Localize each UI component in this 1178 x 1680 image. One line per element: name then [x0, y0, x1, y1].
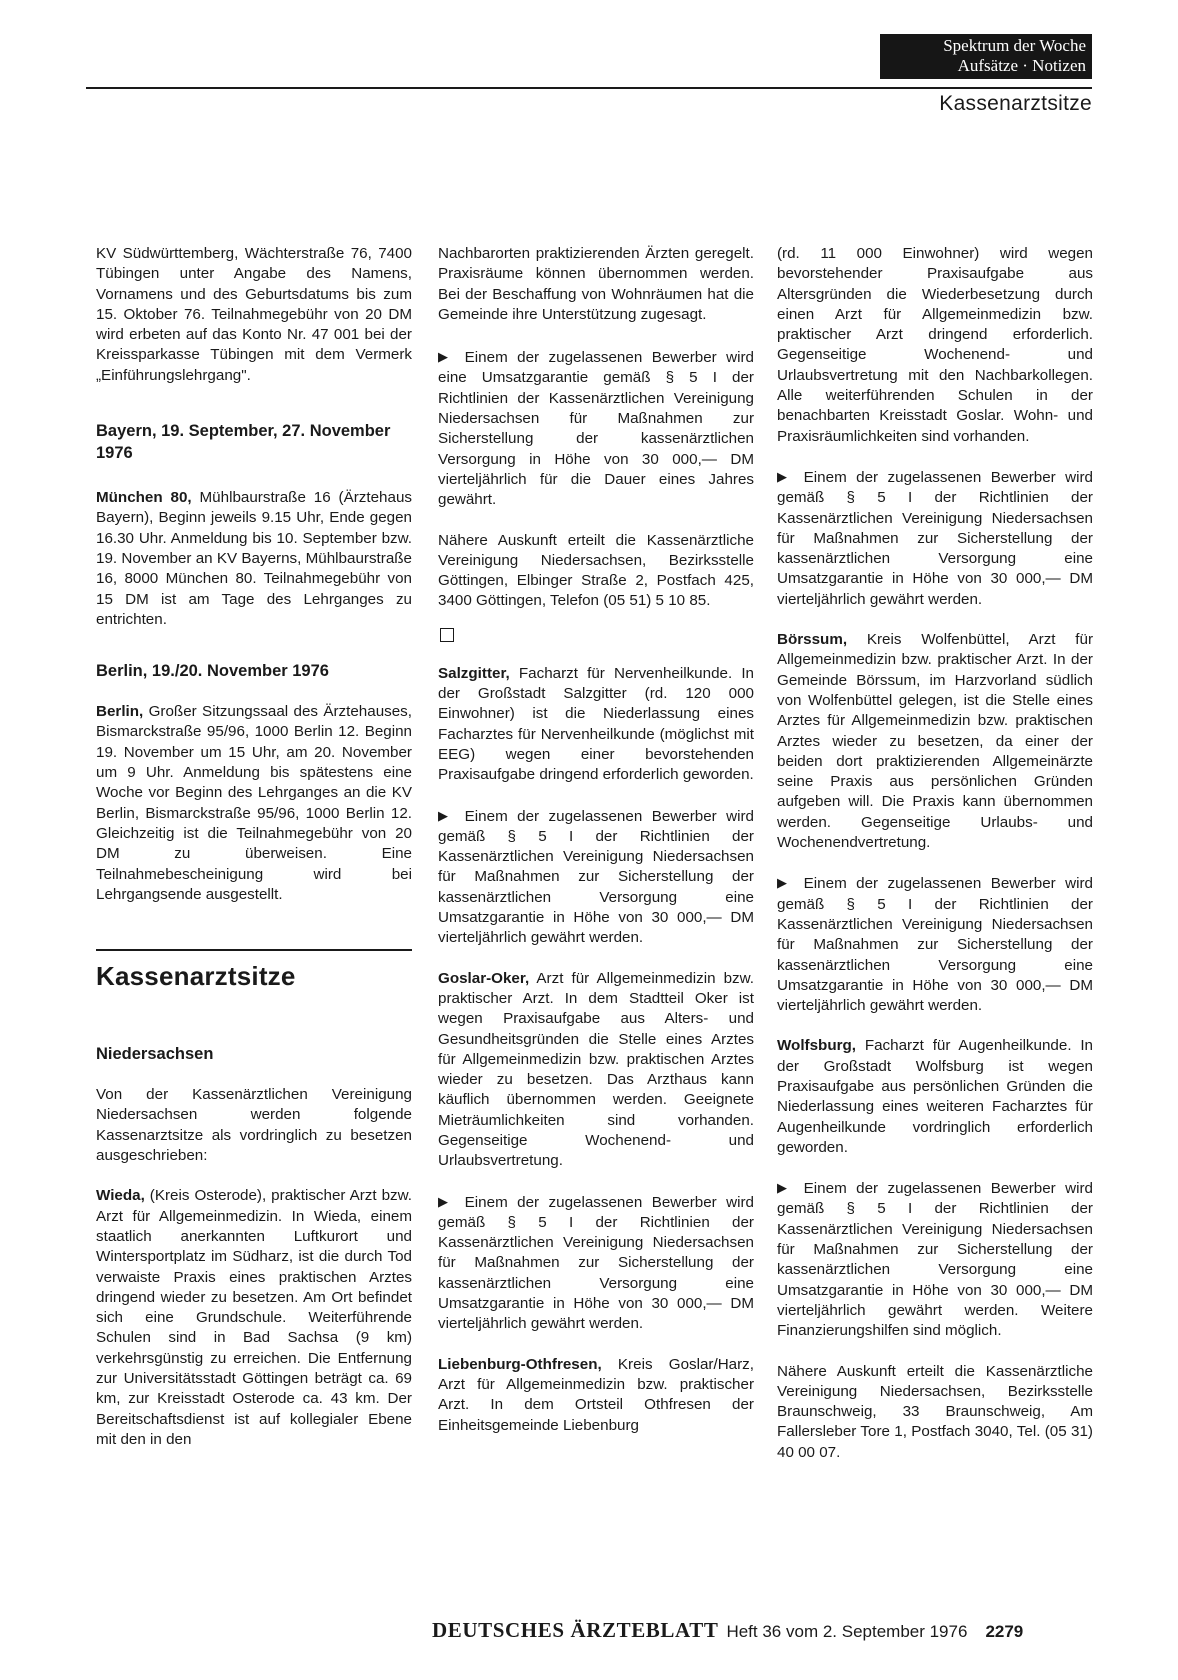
guarantee-paragraph — [438, 806, 754, 949]
entry-text: Facharzt für Augenheilkunde. In der Großstadt Wolfsburg ist wegen Praxisaufgabe aus persönlichen Gründen die Niederlassung eines weiteren Facharztes für Augenheilkunde vordringlich erforderlich geworden. — [777, 1037, 1093, 1156]
entry-text: Einem der zugelassenen Bewerber wird gemäß § 5 I der Richtlinien der Kassenärztlichen Vereinigung Niedersachsen für Maßnahmen zur Sicherstellung der kassenärztlichen Versorgung eine Umsatzgarantie in Höhe von 30 000,— DM vierteljährlich gewährt werden. Weitere Finanzierungshilfen sind möglich. — [777, 1180, 1093, 1340]
contact-paragraph: Nähere Auskunft erteilt die Kassenärztliche Vereinigung Niedersachsen, Bezirksstelle Göttingen, Elbinger Straße 2, Postfach 425, 3400 Göttingen, Telefon (05 51) 5 10 85. — [438, 531, 754, 610]
paragraph: (rd. 11 000 Einwohner) wird wegen bevorstehender Praxisaufgabe aus Altersgründen die Wiederbesetzung durch einen Arzt für Allgemeinmedizin bzw. praktischer Arzt dringend erforderlich. Gegenseitige Wochenend- und Urlaubsvertretung mit den Nachbarkollegen. Alle weiterführenden Schulen in der benachbarten Kreisstadt Goslar. Wohn- und Praxisräumlichkeiten sind vorhanden. — [777, 245, 1093, 445]
paragraph-wolfsburg — [777, 1036, 1093, 1158]
place-name: München 80, — [96, 489, 192, 507]
issue-info: Heft 36 vom 2. September 1976 — [726, 1622, 968, 1641]
entry-text: Einem der zugelassenen Bewerber wird gemäß § 5 I der Richtlinien der Kassenärztlichen Vereinigung Niedersachsen für Maßnahmen zur Sicherstellung der kassenärztlichen Versorgung eine Umsatzgarantie in Höhe von 30 000,— DM vierteljährlich gewährt werden. — [438, 1193, 754, 1333]
section-title: Kassenarztsitze — [96, 961, 296, 992]
entry-text: (Kreis Osterode), praktischer Arzt bzw. Arzt für Allgemeinmedizin. In Wieda, einem staatlich anerkannten Luftkurort und Wintersportplatz im Südharz, ist die durch Tod verwaiste Praxis eines praktischen Arztes dringend wieder zu besetzen. Am Ort befindet sich eine Grundschule. Weiterführende Schulen sind in Bad Sachsa (9 km) verkehrsgünstig zu erreichen. Die Entfernung zur Universitätsstadt Göttingen beträgt ca. 69 km, zur Kreisstadt Osterode ca. 43 km. Der Bereitschaftsdienst ist auf kollegialer Ebene mit den in den — [96, 1187, 412, 1448]
guarantee-paragraph — [777, 1178, 1093, 1341]
entry-text: Mühlbaurstraße 16 (Ärztehaus Bayern), Beginn jeweils 9.15 Uhr, Ende gegen 16.30 Uhr. Anmeldung bis 10. September bzw. 19. November an KV Bayerns, Mühlbaurstraße 16, 8000 München 80. Teilnahmegebühr von 15 DM ist am Tage des Lehrganges zu entrichten. — [96, 489, 412, 628]
guarantee-paragraph — [438, 347, 754, 510]
place-name: Berlin, — [96, 703, 144, 721]
column-3 — [777, 244, 1093, 1463]
paragraph-liebenburg — [438, 1355, 754, 1436]
place-name: Börssum, — [777, 631, 848, 649]
paragraph-wieda — [96, 1186, 412, 1450]
paragraph-berlin — [96, 702, 412, 905]
paragraph-muenchen — [96, 488, 412, 630]
badge-line-2: Aufsätze · Notizen — [957, 56, 1086, 75]
paragraph-salzgitter — [438, 664, 754, 786]
bayern-heading: Bayern, 19. September, 27. November 1976 — [96, 422, 391, 463]
contact-paragraph: Nähere Auskunft erteilt die Kassenärztliche Vereinigung Niedersachsen, Bezirksstelle Braunschweig, 33 Braunschweig, Am Fallersleber Tore 1, Postfach 3040, Tel. (05 31) 40 00 07. — [777, 1362, 1093, 1461]
column-1 — [96, 244, 412, 1450]
header-rule — [86, 87, 1092, 89]
end-square-icon — [440, 628, 454, 642]
place-name: Salzgitter, — [438, 664, 510, 682]
bullet-triangle-icon: ▶ — [438, 1193, 454, 1209]
badge-line-1: Spektrum der Woche — [943, 36, 1086, 55]
paragraph: Nachbarorten praktizierenden Ärzten geregelt. Praxisräume können übernommen werden. Bei der Beschaffung von Wohnräumen hat die Gemeinde ihre Unterstützung zugesagt. — [438, 245, 754, 323]
entry-text: Einem der zugelassenen Bewerber wird eine Umsatzgarantie gemäß § 5 I der Richtlinien der Kassenärztlichen Vereinigung Niedersachsen für Maßnahmen zur Sicherstellung der kassenärztlichen Versorgung in Höhe von 30 000,— DM vierteljährlich für die Dauer eines Jahres gewährt. — [438, 349, 754, 509]
section-badge — [880, 34, 1092, 79]
paragraph-boerssum — [777, 630, 1093, 853]
entry-text: Einem der zugelassenen Bewerber wird gemäß § 5 I der Richtlinien der Kassenärztlichen Vereinigung Niedersachsen für Maßnahmen zur Sicherstellung der kassenärztlichen Versorgung eine Umsatzgarantie in Höhe von 30 000,— DM vierteljährlich gewährt werden. — [777, 468, 1093, 608]
entry-text: Einem der zugelassenen Bewerber wird gemäß § 5 I der Richtlinien der Kassenärztlichen Vereinigung Niedersachsen für Maßnahmen zur Sicherstellung der kassenärztlichen Versorgung eine Umsatzgarantie in Höhe von 30 000,— DM vierteljährlich gewährt werden. — [438, 807, 754, 947]
entry-text: Kreis Wolfenbüttel, Arzt für Allgemeinmedizin bzw. praktischer Arzt. In der Gemeinde Börssum, im Harzvorland südlich von Wolfenbüttel gelegen, ist die Stelle eines Arztes für Allgemeinmedizin bzw. praktischen Arztes wieder zu besetzen, da einer der beiden dort praktizierenden Allgemeinärzte seine Praxis aus persönlichen Gründen aufgeben will. Die Praxis kann übernommen werden. Gegenseitige Urlaubs- und Wochenendvertretung. — [777, 631, 1093, 852]
bullet-triangle-icon: ▶ — [777, 468, 793, 484]
guarantee-paragraph — [777, 873, 1093, 1016]
bullet-triangle-icon: ▶ — [777, 1180, 793, 1196]
region-heading: Niedersachsen — [96, 1045, 214, 1064]
bullet-triangle-icon: ▶ — [777, 875, 793, 891]
place-name: Wieda, — [96, 1187, 145, 1205]
entry-text: Großer Sitzungssaal des Ärztehauses, Bismarckstraße 95/96, 1000 Berlin 12. Beginn 19. November um 15 Uhr, am 20. November um 9 Uhr. Anmeldung bis spätestens eine Woche vor Beginn des Lehrganges an die KV Berlin, Bismarckstraße 95/96, 1000 Berlin 12. Gleichzeitig ist die Teilnahmegebühr von 20 DM zu überweisen. Eine Teilnahmebescheinigung wird bei Lehrgangsende ausgestellt. — [96, 703, 412, 903]
entry-text: Arzt für Allgemeinmedizin bzw. praktischer Arzt. In dem Stadtteil Oker ist wegen Praxisaufgabe aus Alters- und Gesundheitsgründen die Stelle eines Arztes für Allgemeinmedizin bzw. praktischen Arztes wieder zu besetzen. Das Arzthaus kann käuflich übernommen werden. Geeignete Mieträumlichkeiten sind vorhanden. Gegenseitige Wochenend- und Urlaubsvertretung. — [438, 969, 754, 1170]
bullet-triangle-icon: ▶ — [438, 349, 454, 365]
guarantee-paragraph — [777, 467, 1093, 610]
running-section-title: Kassenarztsitze — [939, 92, 1092, 115]
page-number: 2279 — [985, 1622, 1024, 1641]
entry-text: Facharzt für Nervenheilkunde. In der Großstadt Salzgitter (rd. 120 000 Einwohner) ist die Niederlassung eines Facharztes für Nervenheilkunde (möglichst mit EEG) wegen einer bevorstehenden Praxisaufgabe dringend erforderlich geworden. — [438, 664, 754, 784]
guarantee-paragraph — [438, 1192, 754, 1335]
berlin-heading: Berlin, 19./20. November 1976 — [96, 662, 329, 681]
section-rule — [96, 949, 412, 951]
entry-text: Einem der zugelassenen Bewerber wird gemäß § 5 I der Richtlinien der Kassenärztlichen Vereinigung Niedersachsen für Maßnahmen zur Sicherstellung der kassenärztlichen Versorgung eine Umsatzgarantie in Höhe von 30 000,— DM vierteljährlich gewährt werden. — [777, 875, 1093, 1015]
column-2 — [438, 244, 754, 1436]
paragraph: Von der Kassenärztlichen Vereinigung Niedersachsen werden folgende Kassenarztsitze als vordringlich zu besetzen ausgeschrieben: — [96, 1086, 412, 1165]
page-footer — [432, 1618, 1023, 1643]
entry-text: Kreis Goslar/Harz, Arzt für Allgemeinmedizin bzw. praktischer Arzt. In dem Ortsteil Othfresen der Einheitsgemeinde Liebenburg — [438, 1355, 754, 1434]
magazine-name: DEUTSCHES ÄRZTEBLATT — [432, 1618, 719, 1642]
paragraph-goslar-oker — [438, 969, 754, 1172]
bullet-triangle-icon: ▶ — [438, 807, 454, 823]
place-name: Liebenburg-Othfresen, — [438, 1355, 602, 1373]
place-name: Wolfsburg, — [777, 1037, 857, 1055]
place-name: Goslar-Oker, — [438, 969, 530, 987]
paragraph: KV Südwürttemberg, Wächterstraße 76, 7400 Tübingen unter Angabe des Namens, Vornamens und des Geburtsdatums bis zum 15. Oktober 76. Teilnahmegebühr von 20 DM wird erbeten auf das Konto Nr. 47 001 bei der Kreissparkasse Tübingen mit dem Vermerk „Einführungslehrgang". — [96, 245, 412, 384]
